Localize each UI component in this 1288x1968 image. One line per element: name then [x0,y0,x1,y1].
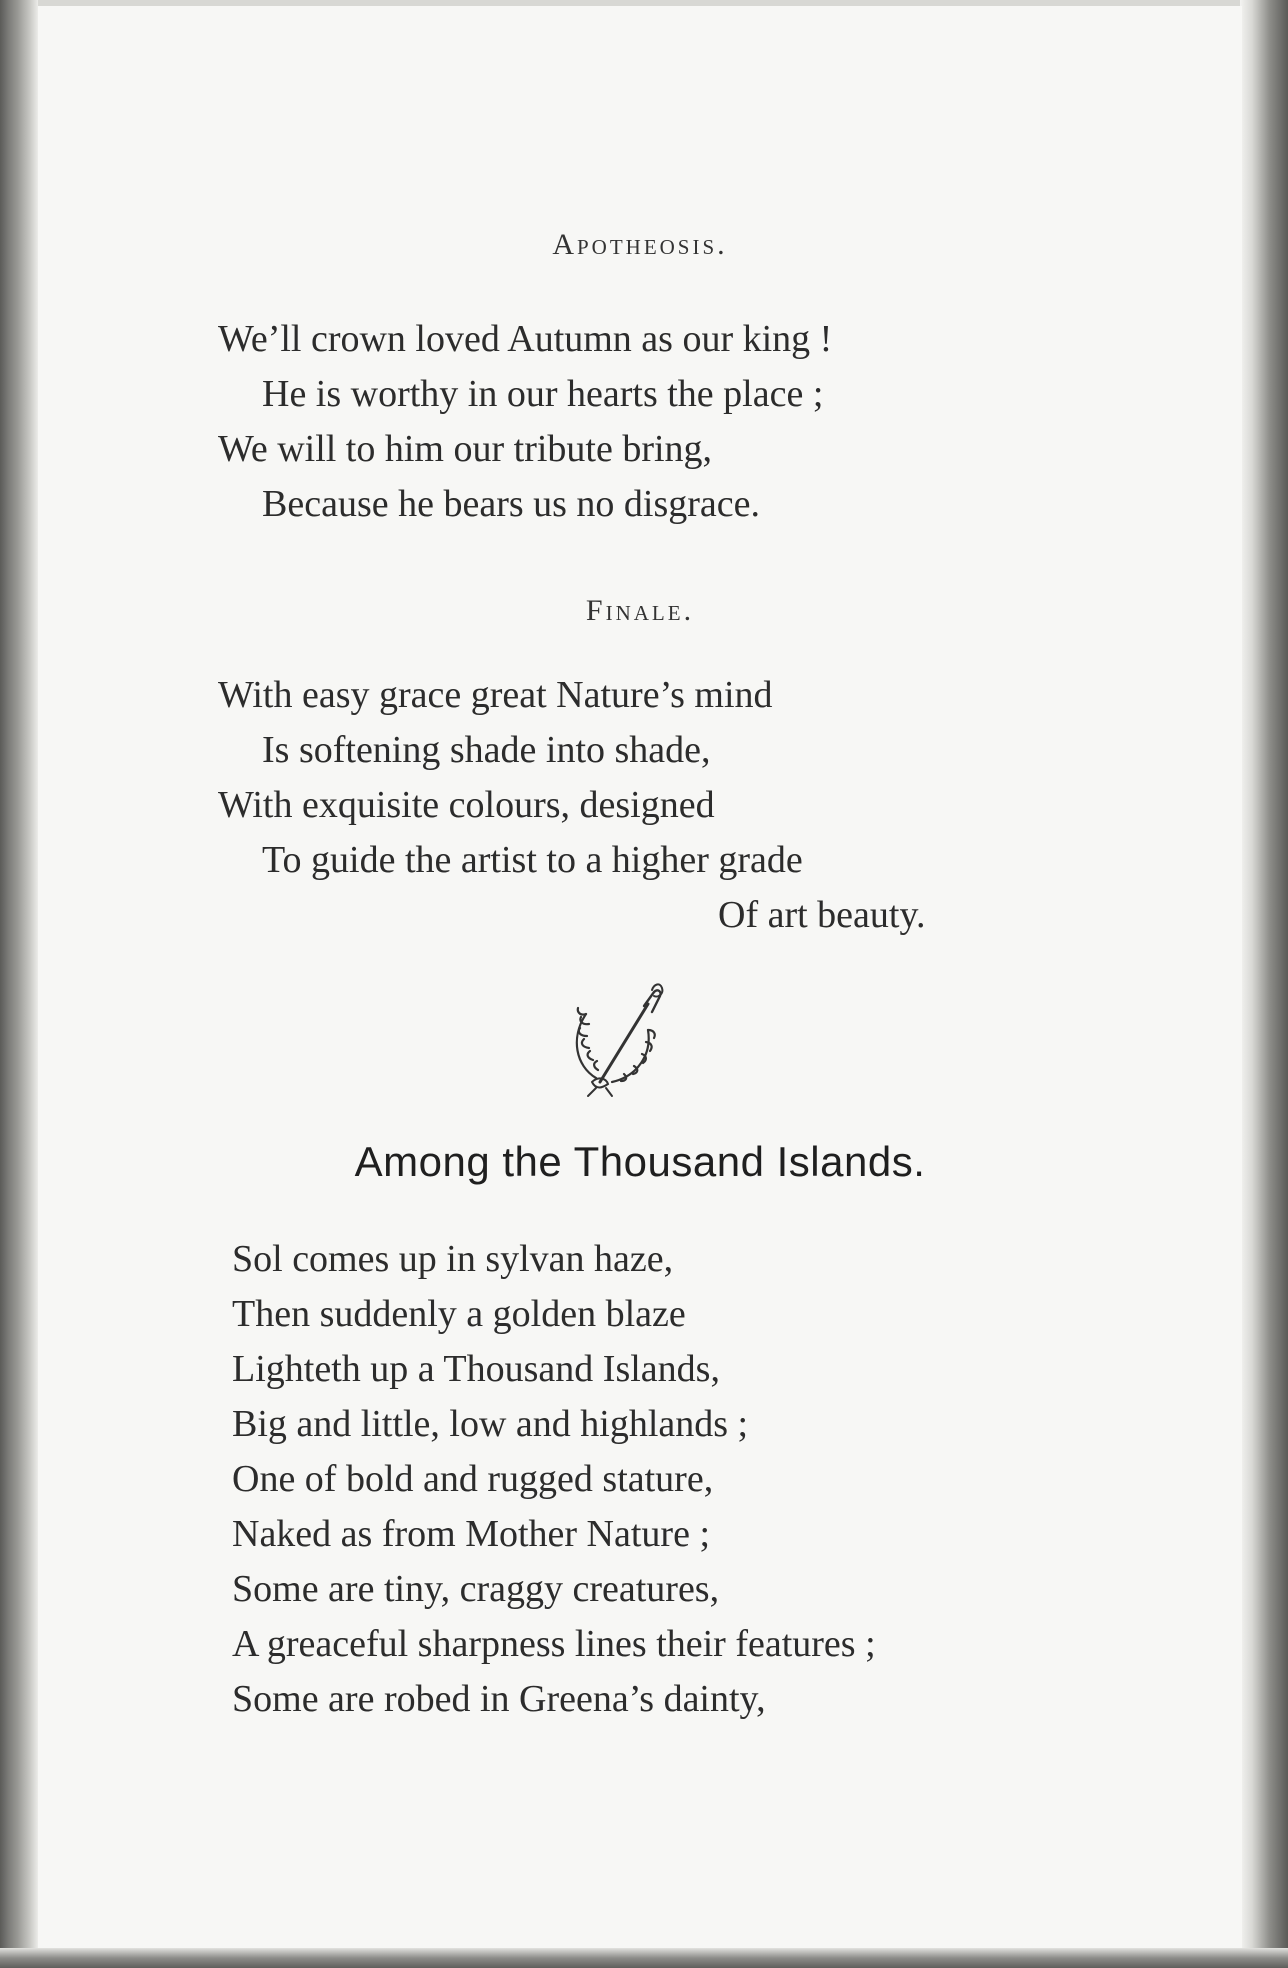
verse-line: Some are robed in Greena’s dainty, [232,1678,766,1720]
stanza-thousand-islands [232,1232,876,1727]
verse-line: Sol comes up in sylvan haze, [232,1238,674,1280]
verse-line: With exquisite colours, designed [218,784,715,826]
bottom-edge-shadow [0,1948,1288,1968]
stanza-apotheosis [218,312,832,532]
section-title-apotheosis: Apotheosis. [552,228,728,261]
stanza-finale [218,668,926,943]
verse-line: One of bold and rugged stature, [232,1458,714,1500]
binding-shadow [0,0,38,1968]
page-edge-shadow [1240,0,1288,1968]
verse-line: We will to him our tribute bring, [218,428,713,470]
verse-line: Then suddenly a golden blaze [232,1293,686,1335]
verse-line: Of art beauty. [718,894,926,936]
verse-line: He is worthy in our hearts the place ; [262,373,824,415]
verse-line: Lighteth up a Thousand Islands, [232,1348,720,1390]
poem-title: Among the Thousand Islands. [354,1138,926,1185]
verse-line: With easy grace great Nature’s mind [218,674,773,716]
wreath-torch-icon [556,978,676,1098]
verse-line: We’ll crown loved Autumn as our king ! [218,318,833,360]
verse-line: Because he bears us no disgrace. [262,483,761,525]
verse-line: Is softening shade into shade, [262,729,711,771]
verse-line: A greaceful sharpness lines their features ; [232,1623,876,1665]
section-title-finale: Finale. [585,594,695,627]
verse-line: To guide the artist to a higher grade [262,839,803,881]
verse-line: Big and little, low and highlands ; [232,1403,749,1445]
book-page [38,6,1242,1948]
verse-line: Naked as from Mother Nature ; [232,1513,711,1555]
verse-line: Some are tiny, craggy creatures, [232,1568,720,1610]
